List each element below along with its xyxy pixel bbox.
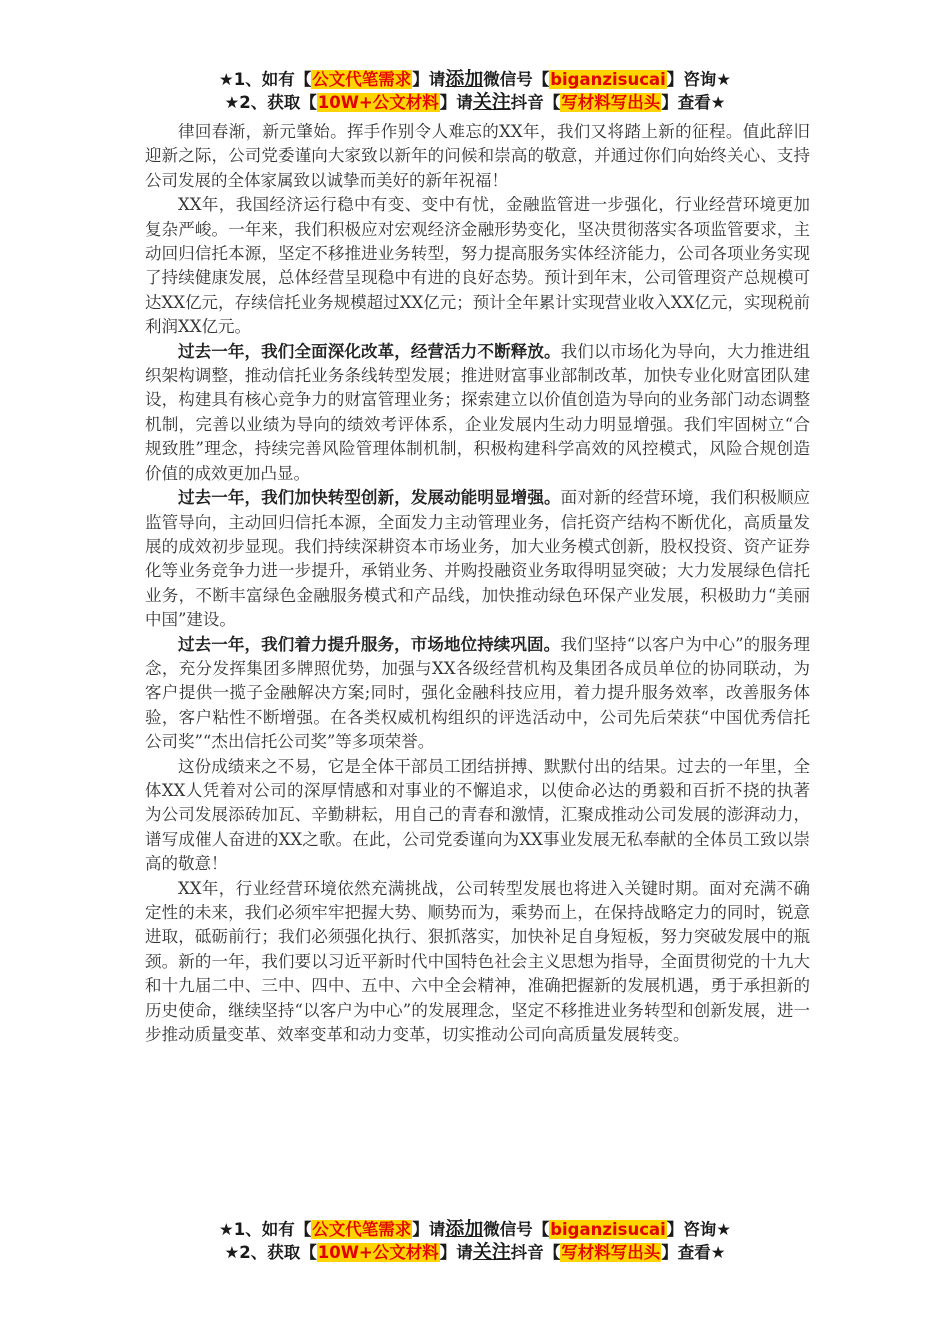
banner-text: 抖音【 — [510, 1243, 561, 1262]
banner-text: 】咨询★ — [666, 1220, 732, 1239]
banner-emphasis: 添加 — [445, 68, 484, 90]
header-banner — [0, 68, 950, 114]
paragraph-lead: 过去一年，我们加快转型创新，发展动能明显增强。 — [178, 488, 561, 508]
paragraph — [145, 486, 810, 632]
banner-text: 】咨询★ — [666, 70, 732, 89]
banner-emphasis: 添加 — [445, 1218, 484, 1240]
banner-douyin-id: 写材料写出头 — [561, 1243, 661, 1262]
banner-text: 微信号【 — [483, 70, 550, 89]
banner-line-1 — [0, 1218, 950, 1241]
paragraph-text: 我们坚持“以客户为中心”的服务理念，充分发挥集团多牌照优势，加强与XX各级经营机构及集团各成员单位的协同联动，为客户提供一揽子金融解决方案;同时，强化金融科技应用，着力提升服务效率，改善服务体验，客户粘性不断增强。在各类权威机构组织的评选活动中，公司先后荣获“中国优秀信托公司奖”“杰出信托公司奖”等多项荣誉。 — [145, 634, 811, 752]
paragraph-lead: 过去一年，我们着力提升服务，市场地位持续巩固。 — [178, 634, 561, 654]
banner-line-1 — [0, 68, 950, 91]
paragraph-text: 我们以市场化为导向，大力推进组织架构调整，推动信托业务条线转型发展；推进财富事业部制改革，加快专业化财富团队建设，构建具有核心竞争力的财富管理业务；探索建立以价值创造为导向的业务部门动态调整机制，完善以业绩为导向的绩效考评体系，企业发展内生动力明显增强。我们牢固树立“合规致胜”理念，持续完善风险管理体制机制，积极构建科学高效的风控模式，风险合规创造价值的成效更加凸显。 — [145, 341, 811, 483]
banner-text: ★1、如有【 — [218, 1220, 312, 1239]
paragraph — [145, 633, 810, 755]
banner-line-2 — [0, 1241, 950, 1264]
banner-highlight: 10W+公文材料 — [317, 1243, 439, 1262]
banner-highlight: 公文代笔需求 — [312, 1220, 412, 1239]
banner-line-2 — [0, 91, 950, 114]
banner-text: ★2、获取【 — [224, 93, 317, 112]
paragraph — [145, 877, 810, 1048]
banner-emphasis: 关注 — [472, 1241, 511, 1263]
banner-highlight: 10W+公文材料 — [317, 93, 439, 112]
banner-text: 微信号【 — [483, 1220, 550, 1239]
banner-text: ★1、如有【 — [218, 70, 312, 89]
paragraph-text: 面对新的经营环境，我们积极顺应监管导向，主动回归信托本源，全面发力主动管理业务，信托资产结构不断优化，高质量发展的成效初步显现。我们持续深耕资本市场业务，加大业务模式创新，股权投资、资产证券化等业务竞争力进一步提升，承销业务、并购投融资业务取得明显突破；大力发展绿色信托业务，不断丰富绿色金融服务模式和产品线，加快推动绿色环保产业发展，积极助力“美丽中国”建设。 — [145, 488, 811, 630]
paragraph — [145, 340, 810, 486]
footer-banner — [0, 1218, 950, 1264]
document-body — [145, 120, 810, 1047]
banner-text: 】查看★ — [661, 1243, 726, 1262]
banner-text: 】请 — [439, 93, 473, 112]
banner-text: 抖音【 — [510, 93, 561, 112]
paragraph — [145, 120, 810, 193]
banner-douyin-id: 写材料写出头 — [561, 93, 661, 112]
paragraph-text: 律回春渐，新元肇始。挥手作别令人难忘的XX年，我们又将踏上新的征程。值此辞旧迎新之际，公司党委谨向大家致以新年的问候和崇高的敬意，并通过你们向始终关心、支持公司发展的全体家属致以诚挚而美好的新年祝福！ — [145, 122, 810, 190]
paragraph — [145, 193, 810, 339]
paragraph-text: XX年，我国经济运行稳中有变、变中有忧，金融监管进一步强化，行业经营环境更加复杂严峻。一年来，我们积极应对宏观经济金融形势变化，坚决贯彻落实各项监管要求，主动回归信托本源，坚定不移推进业务转型，努力提高服务实体经济能力，公司各项业务实现了持续健康发展，总体经营呈现稳中有进的良好态势。预计到年末，公司管理资产总规模可达XX亿元，存续信托业务规模超过XX亿元；预计全年累计实现营业收入XX亿元，实现税前利润XX亿元。 — [145, 195, 810, 337]
paragraph — [145, 755, 810, 877]
banner-wechat-id: biganzisucai — [550, 70, 666, 89]
paragraph-text: XX年，行业经营环境依然充满挑战，公司转型发展也将进入关键时期。面对充满不确定性的未来，我们必须牢牢把握大势、顺势而为，乘势而上，在保持战略定力的同时，锐意进取，砥砺前行；我们必须强化执行、狠抓落实，加快补足自身短板，努力突破发展中的瓶颈。新的一年，我们要以习近平新时代中国特色社会主义思想为指导，全面贯彻党的十九大和十九届二中、三中、四中、五中、六中全会精神，准确把握新的发展机遇，勇于承担新的历史使命，继续坚持“以客户为中心”的发展理念，坚定不移推进业务转型和创新发展，进一步推动质量变革、效率变革和动力变革，切实推动公司向高质量发展转变。 — [145, 878, 810, 1045]
banner-text: ★2、获取【 — [224, 1243, 317, 1262]
banner-text: 】请 — [439, 1243, 473, 1262]
banner-text: 】查看★ — [661, 93, 726, 112]
banner-highlight: 公文代笔需求 — [312, 70, 412, 89]
paragraph-lead: 过去一年，我们全面深化改革，经营活力不断释放。 — [178, 341, 561, 361]
banner-wechat-id: biganzisucai — [550, 1220, 666, 1239]
paragraph-text: 这份成绩来之不易，它是全体干部员工团结拼搏、默默付出的结果。过去的一年里，全体XX人凭着对公司的深厚情感和对事业的不懈追求，以使命必达的勇毅和百折不挠的执著为公司发展添砖加瓦、辛勤耕耘，用自己的青春和激情，汇聚成推动公司发展的澎湃动力，谱写成催人奋进的XX之歌。在此，公司党委谨向为XX事业发展无私奉献的全体员工致以崇高的敬意！ — [145, 756, 810, 874]
banner-text: 】请 — [412, 1220, 446, 1239]
banner-emphasis: 关注 — [472, 91, 511, 113]
banner-text: 】请 — [412, 70, 446, 89]
